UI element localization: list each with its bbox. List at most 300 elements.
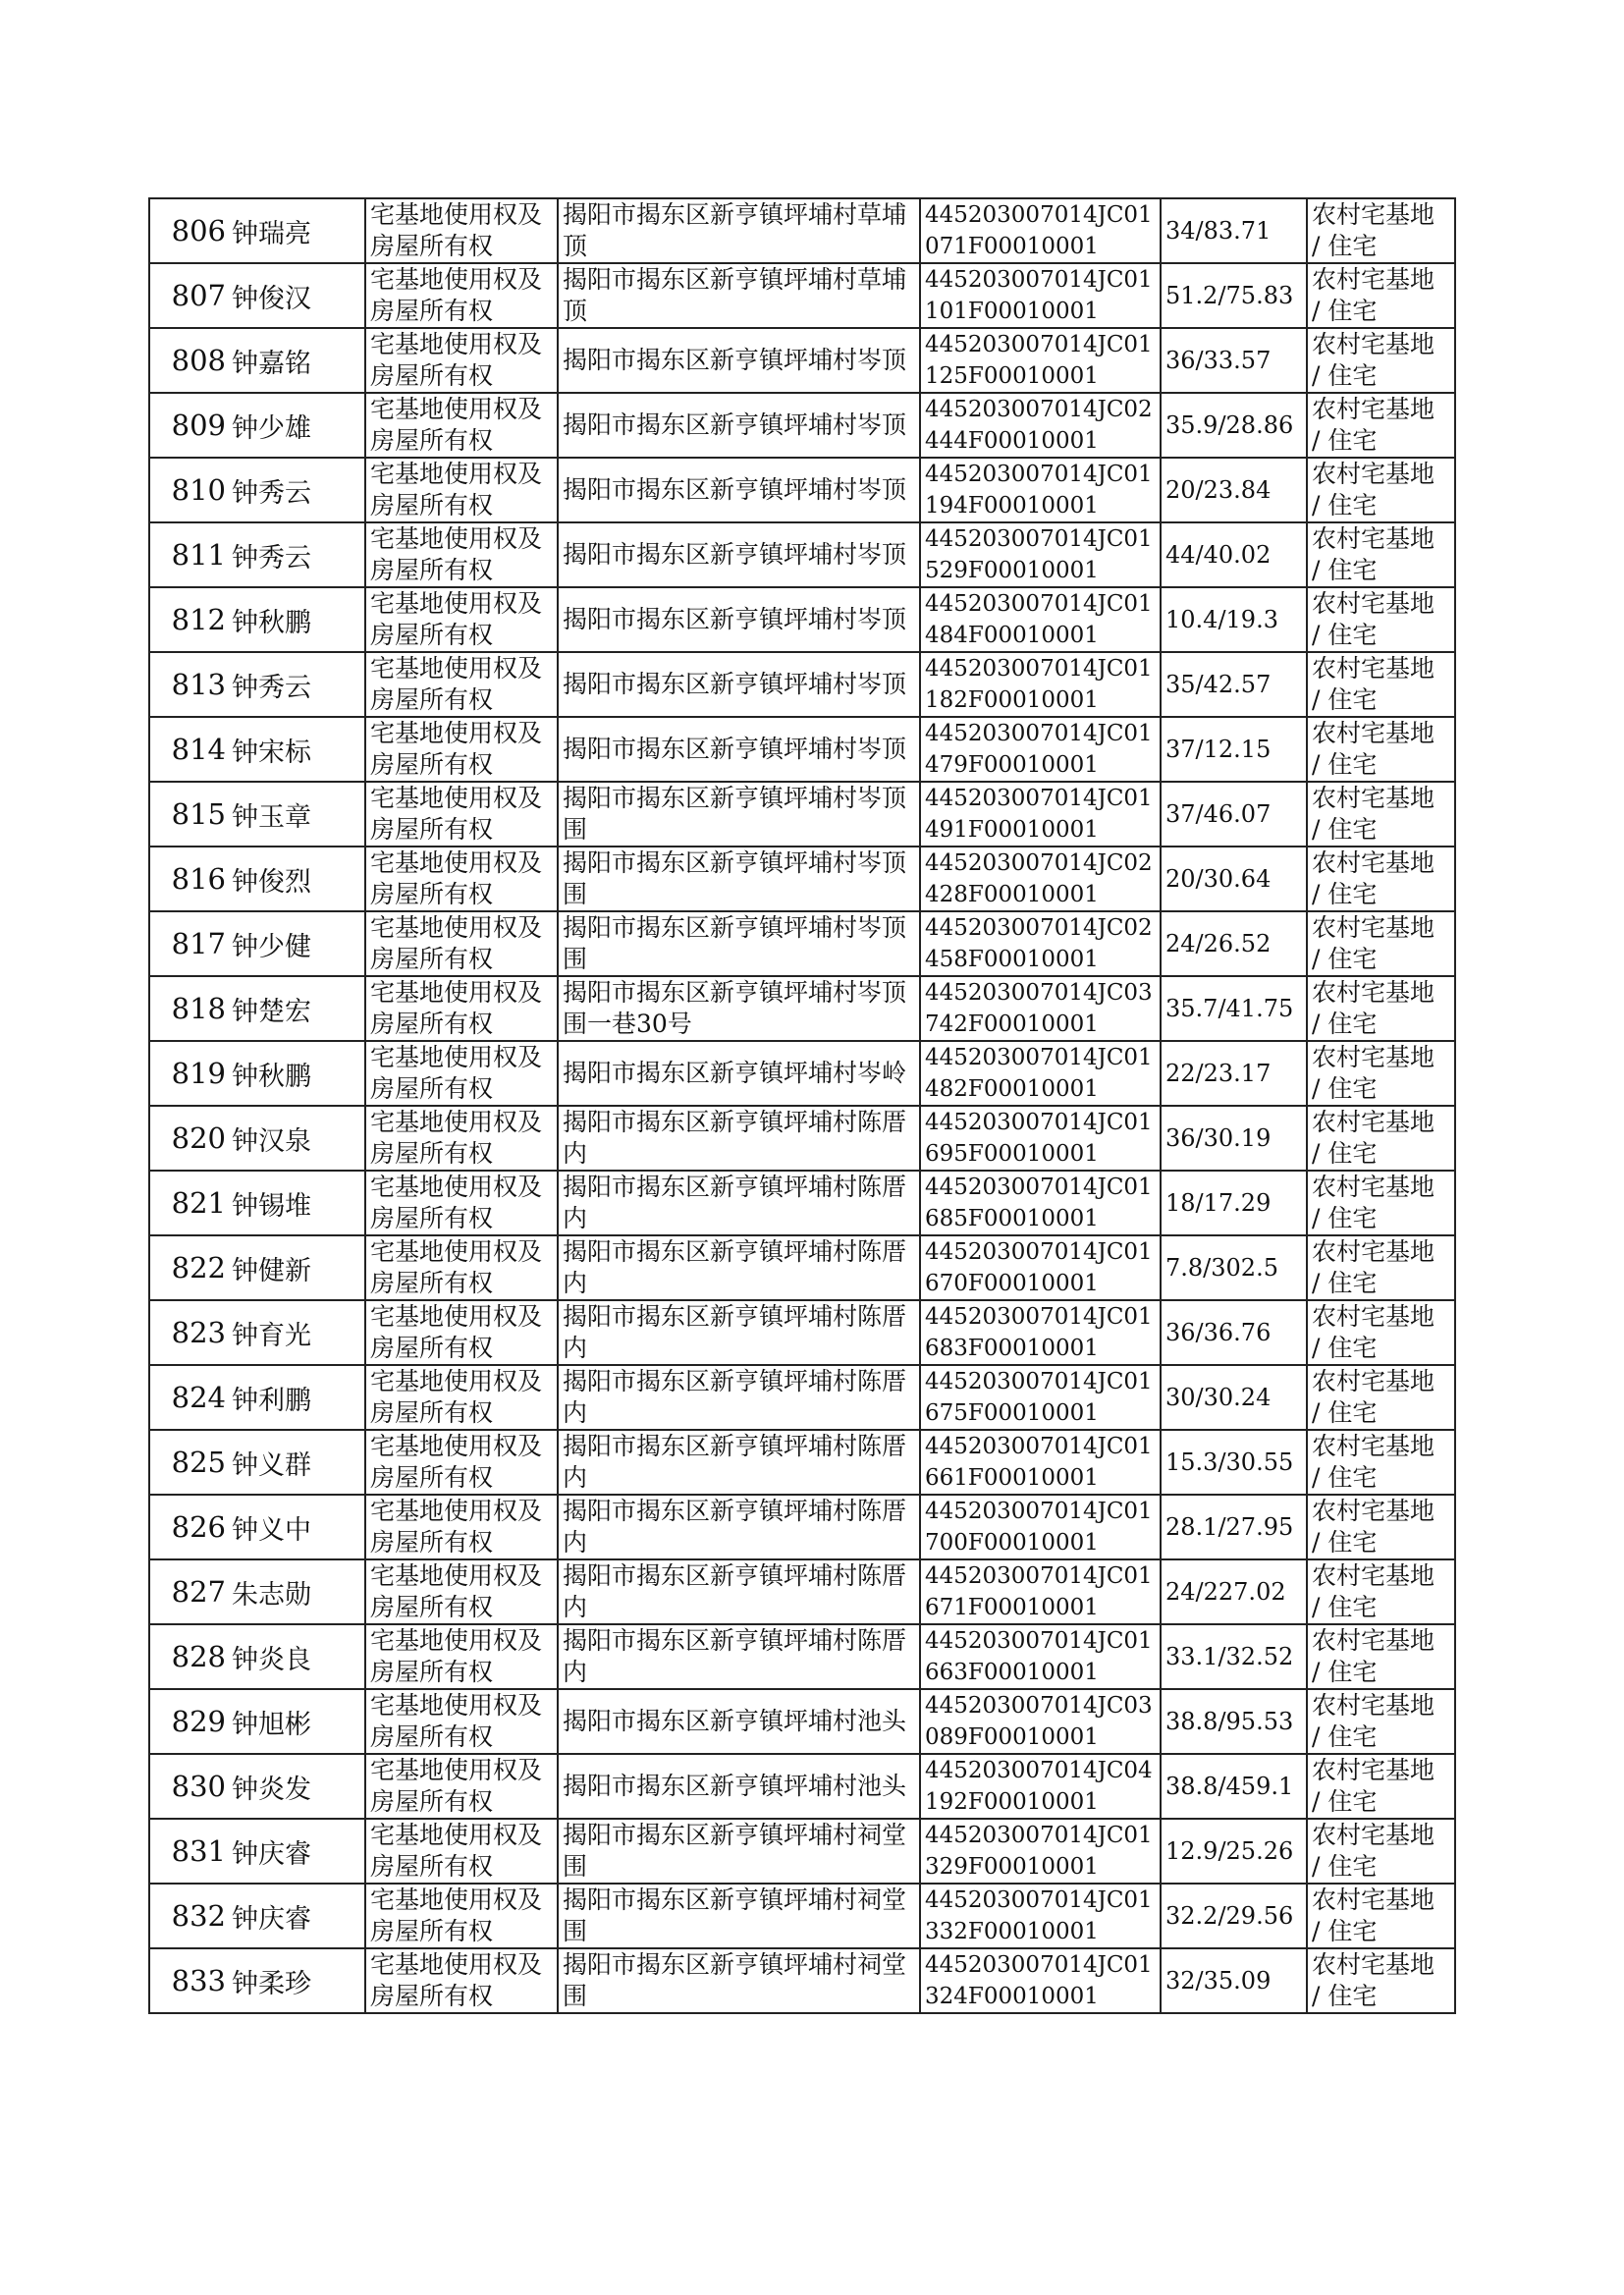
- land-use: 农村宅基地 / 住宅: [1312, 1950, 1435, 2010]
- land-use: 农村宅基地 / 住宅: [1312, 719, 1435, 779]
- area-cell: [1161, 1819, 1307, 1884]
- area: 7.8/302.5: [1165, 1254, 1278, 1282]
- land-use-cell: [1307, 1884, 1455, 1948]
- right-type: 宅基地使用权及房屋所有权: [370, 1821, 543, 1881]
- unit-number: 445203007014JC01484F00010001: [925, 591, 1153, 648]
- location: 揭阳市揭东区新亨镇坪埔村陈厝内: [563, 1302, 907, 1362]
- table-row: [149, 717, 1455, 782]
- row-number: 827: [149, 1559, 228, 1624]
- table-row: [149, 328, 1455, 393]
- land-use-cell: [1307, 1559, 1455, 1624]
- row-number: 820: [149, 1106, 228, 1171]
- right-type-cell: [365, 1171, 558, 1235]
- unit-number: 445203007014JC01700F00010001: [925, 1499, 1153, 1556]
- area-cell: [1161, 1559, 1307, 1624]
- unit-number-cell: [920, 1884, 1161, 1948]
- land-use: 农村宅基地 / 住宅: [1312, 1173, 1435, 1232]
- owner-name: 钟旭彬: [228, 1689, 365, 1754]
- land-use: 农村宅基地 / 住宅: [1312, 1821, 1435, 1881]
- land-use-cell: [1307, 587, 1455, 652]
- table-row: [149, 1171, 1455, 1235]
- land-use: 农村宅基地 / 住宅: [1312, 460, 1435, 519]
- land-use: 农村宅基地 / 住宅: [1312, 524, 1435, 584]
- right-type-cell: [365, 1884, 558, 1948]
- location: 揭阳市揭东区新亨镇坪埔村岑顶围一巷30号: [563, 978, 907, 1038]
- location-cell: [558, 393, 920, 458]
- right-type: 宅基地使用权及房屋所有权: [370, 1237, 543, 1297]
- area: 32.2/29.56: [1165, 1902, 1294, 1930]
- land-use-cell: [1307, 1430, 1455, 1495]
- unit-number: 445203007014JC01529F00010001: [925, 526, 1153, 583]
- area-cell: [1161, 1365, 1307, 1430]
- owner-name: 钟玉章: [228, 782, 365, 847]
- right-type: 宅基地使用权及房屋所有权: [370, 1691, 543, 1751]
- right-type-cell: [365, 1559, 558, 1624]
- owner-name: 钟楚宏: [228, 976, 365, 1041]
- right-type-cell: [365, 263, 558, 328]
- table-row: [149, 522, 1455, 587]
- land-use-cell: [1307, 1624, 1455, 1689]
- right-type-cell: [365, 393, 558, 458]
- land-use-cell: [1307, 1106, 1455, 1171]
- unit-number: 445203007014JC01685F00010001: [925, 1175, 1153, 1231]
- unit-number-cell: [920, 1300, 1161, 1365]
- unit-number-cell: [920, 1171, 1161, 1235]
- area-cell: [1161, 198, 1307, 263]
- right-type-cell: [365, 1106, 558, 1171]
- land-use-cell: [1307, 1495, 1455, 1559]
- right-type-cell: [365, 652, 558, 717]
- location: 揭阳市揭东区新亨镇坪埔村草埔顶: [563, 265, 907, 325]
- table-row: [149, 1624, 1455, 1689]
- location: 揭阳市揭东区新亨镇坪埔村草埔顶: [563, 200, 907, 260]
- row-number: 806: [149, 198, 228, 263]
- area-cell: [1161, 782, 1307, 847]
- land-use: 农村宅基地 / 住宅: [1312, 395, 1435, 455]
- area: 18/17.29: [1165, 1189, 1272, 1217]
- unit-number-cell: [920, 328, 1161, 393]
- area-cell: [1161, 393, 1307, 458]
- table-row: [149, 1819, 1455, 1884]
- owner-name: 钟健新: [228, 1235, 365, 1300]
- land-use-cell: [1307, 1365, 1455, 1430]
- area: 30/30.24: [1165, 1384, 1272, 1411]
- right-type-cell: [365, 198, 558, 263]
- area-cell: [1161, 328, 1307, 393]
- land-use-cell: [1307, 328, 1455, 393]
- right-type-cell: [365, 1819, 558, 1884]
- unit-number-cell: [920, 1689, 1161, 1754]
- right-type: 宅基地使用权及房屋所有权: [370, 784, 543, 844]
- area: 24/26.52: [1165, 930, 1272, 957]
- row-number: 825: [149, 1430, 228, 1495]
- right-type-cell: [365, 911, 558, 976]
- table-row: [149, 1430, 1455, 1495]
- owner-name: 钟秀云: [228, 522, 365, 587]
- location: 揭阳市揭东区新亨镇坪埔村岑顶: [563, 346, 907, 374]
- row-number: 824: [149, 1365, 228, 1430]
- row-number: 833: [149, 1948, 228, 2013]
- unit-number-cell: [920, 976, 1161, 1041]
- right-type: 宅基地使用权及房屋所有权: [370, 1626, 543, 1686]
- area: 28.1/27.95: [1165, 1513, 1294, 1541]
- right-type: 宅基地使用权及房屋所有权: [370, 330, 543, 390]
- unit-number-cell: [920, 1819, 1161, 1884]
- unit-number: 445203007014JC02458F00010001: [925, 915, 1153, 972]
- row-number: 813: [149, 652, 228, 717]
- unit-number-cell: [920, 782, 1161, 847]
- land-use-cell: [1307, 717, 1455, 782]
- row-number: 826: [149, 1495, 228, 1559]
- row-number: 823: [149, 1300, 228, 1365]
- row-number: 829: [149, 1689, 228, 1754]
- right-type-cell: [365, 458, 558, 522]
- owner-name: 钟义中: [228, 1495, 365, 1559]
- area-cell: [1161, 911, 1307, 976]
- area: 12.9/25.26: [1165, 1837, 1294, 1865]
- location: 揭阳市揭东区新亨镇坪埔村岑顶: [563, 605, 907, 633]
- right-type-cell: [365, 1041, 558, 1106]
- area-cell: [1161, 1430, 1307, 1495]
- land-use-cell: [1307, 263, 1455, 328]
- right-type-cell: [365, 328, 558, 393]
- location-cell: [558, 1689, 920, 1754]
- right-type-cell: [365, 522, 558, 587]
- land-use: 农村宅基地 / 住宅: [1312, 848, 1435, 908]
- area-cell: [1161, 1754, 1307, 1819]
- row-number: 808: [149, 328, 228, 393]
- land-use-cell: [1307, 911, 1455, 976]
- table-row: [149, 1365, 1455, 1430]
- right-type: 宅基地使用权及房屋所有权: [370, 524, 543, 584]
- table-row: [149, 1300, 1455, 1365]
- table-row: [149, 976, 1455, 1041]
- row-number: 818: [149, 976, 228, 1041]
- table-row: [149, 911, 1455, 976]
- owner-name: 钟柔珍: [228, 1948, 365, 2013]
- land-use: 农村宅基地 / 住宅: [1312, 978, 1435, 1038]
- area: 34/83.71: [1165, 217, 1272, 245]
- location: 揭阳市揭东区新亨镇坪埔村陈厝内: [563, 1108, 907, 1168]
- unit-number: 445203007014JC01661F00010001: [925, 1434, 1153, 1491]
- row-number: 812: [149, 587, 228, 652]
- location: 揭阳市揭东区新亨镇坪埔村岑顶围: [563, 784, 907, 844]
- unit-number-cell: [920, 393, 1161, 458]
- area-cell: [1161, 458, 1307, 522]
- land-use: 农村宅基地 / 住宅: [1312, 1108, 1435, 1168]
- location-cell: [558, 717, 920, 782]
- location: 揭阳市揭东区新亨镇坪埔村陈厝内: [563, 1626, 907, 1686]
- table-row: [149, 1106, 1455, 1171]
- land-use: 农村宅基地 / 住宅: [1312, 330, 1435, 390]
- table-row: [149, 263, 1455, 328]
- land-use-cell: [1307, 393, 1455, 458]
- table-row: [149, 1689, 1455, 1754]
- table-row: [149, 198, 1455, 263]
- area: 38.8/95.53: [1165, 1708, 1294, 1735]
- right-type: 宅基地使用权及房屋所有权: [370, 1885, 543, 1945]
- table-row: [149, 1559, 1455, 1624]
- unit-number-cell: [920, 587, 1161, 652]
- unit-number: 445203007014JC01482F00010001: [925, 1045, 1153, 1102]
- unit-number: 445203007014JC01329F00010001: [925, 1823, 1153, 1880]
- land-use-cell: [1307, 1754, 1455, 1819]
- land-use: 农村宅基地 / 住宅: [1312, 200, 1435, 260]
- area: 36/30.19: [1165, 1124, 1272, 1152]
- right-type-cell: [365, 1624, 558, 1689]
- land-use: 农村宅基地 / 住宅: [1312, 1367, 1435, 1427]
- owner-name: 钟秀云: [228, 458, 365, 522]
- area-cell: [1161, 1689, 1307, 1754]
- unit-number-cell: [920, 263, 1161, 328]
- location-cell: [558, 652, 920, 717]
- unit-number: 445203007014JC02444F00010001: [925, 397, 1153, 454]
- land-use: 农村宅基地 / 住宅: [1312, 1626, 1435, 1686]
- unit-number-cell: [920, 717, 1161, 782]
- unit-number-cell: [920, 458, 1161, 522]
- table-row: [149, 1041, 1455, 1106]
- table-row: [149, 587, 1455, 652]
- right-type-cell: [365, 847, 558, 911]
- area: 36/36.76: [1165, 1319, 1272, 1346]
- area-cell: [1161, 1106, 1307, 1171]
- right-type-cell: [365, 1948, 558, 2013]
- area: 36/33.57: [1165, 347, 1272, 374]
- area-cell: [1161, 1171, 1307, 1235]
- right-type: 宅基地使用权及房屋所有权: [370, 1043, 543, 1103]
- location-cell: [558, 1819, 920, 1884]
- area: 38.8/459.1: [1165, 1773, 1294, 1800]
- area: 32/35.09: [1165, 1967, 1272, 1994]
- area: 44/40.02: [1165, 541, 1272, 569]
- area-cell: [1161, 847, 1307, 911]
- area-cell: [1161, 717, 1307, 782]
- land-use: 农村宅基地 / 住宅: [1312, 265, 1435, 325]
- right-type: 宅基地使用权及房屋所有权: [370, 1950, 543, 2010]
- table-row: [149, 1754, 1455, 1819]
- registry-table: [148, 197, 1456, 2014]
- table-row: [149, 652, 1455, 717]
- table-row: [149, 1884, 1455, 1948]
- row-number: 819: [149, 1041, 228, 1106]
- location: 揭阳市揭东区新亨镇坪埔村祠堂围: [563, 1821, 907, 1881]
- land-use: 农村宅基地 / 住宅: [1312, 1691, 1435, 1751]
- location-cell: [558, 1624, 920, 1689]
- area-cell: [1161, 1235, 1307, 1300]
- right-type-cell: [365, 1689, 558, 1754]
- area: 35/42.57: [1165, 671, 1272, 698]
- unit-number: 445203007014JC01101F00010001: [925, 267, 1153, 324]
- location: 揭阳市揭东区新亨镇坪埔村陈厝内: [563, 1497, 907, 1557]
- unit-number: 445203007014JC03089F00010001: [925, 1693, 1153, 1750]
- owner-name: 钟炎发: [228, 1754, 365, 1819]
- land-use-cell: [1307, 976, 1455, 1041]
- right-type: 宅基地使用权及房屋所有权: [370, 589, 543, 649]
- area-cell: [1161, 1948, 1307, 2013]
- right-type: 宅基地使用权及房屋所有权: [370, 654, 543, 714]
- location-cell: [558, 1235, 920, 1300]
- location: 揭阳市揭东区新亨镇坪埔村岑顶围: [563, 848, 907, 908]
- location: 揭阳市揭东区新亨镇坪埔村陈厝内: [563, 1561, 907, 1621]
- unit-number: 445203007014JC01491F00010001: [925, 786, 1153, 843]
- unit-number-cell: [920, 522, 1161, 587]
- right-type-cell: [365, 1300, 558, 1365]
- location-cell: [558, 1754, 920, 1819]
- location: 揭阳市揭东区新亨镇坪埔村岑顶: [563, 670, 907, 698]
- location: 揭阳市揭东区新亨镇坪埔村岑岭: [563, 1059, 907, 1087]
- table-row: [149, 458, 1455, 522]
- location-cell: [558, 1430, 920, 1495]
- unit-number-cell: [920, 1495, 1161, 1559]
- row-number: 822: [149, 1235, 228, 1300]
- owner-name: 钟义群: [228, 1430, 365, 1495]
- owner-name: 钟嘉铭: [228, 328, 365, 393]
- right-type-cell: [365, 1495, 558, 1559]
- unit-number-cell: [920, 1041, 1161, 1106]
- land-use: 农村宅基地 / 住宅: [1312, 1432, 1435, 1492]
- owner-name: 钟庆睿: [228, 1819, 365, 1884]
- land-use: 农村宅基地 / 住宅: [1312, 1885, 1435, 1945]
- location-cell: [558, 976, 920, 1041]
- land-use: 农村宅基地 / 住宅: [1312, 784, 1435, 844]
- location: 揭阳市揭东区新亨镇坪埔村岑顶: [563, 735, 907, 763]
- right-type-cell: [365, 1365, 558, 1430]
- unit-number: 445203007014JC01071F00010001: [925, 202, 1153, 259]
- owner-name: 钟秋鹏: [228, 587, 365, 652]
- area-cell: [1161, 1041, 1307, 1106]
- row-number: 817: [149, 911, 228, 976]
- unit-number-cell: [920, 1754, 1161, 1819]
- unit-number: 445203007014JC01663F00010001: [925, 1628, 1153, 1685]
- location: 揭阳市揭东区新亨镇坪埔村祠堂围: [563, 1950, 907, 2010]
- unit-number-cell: [920, 1624, 1161, 1689]
- area: 22/23.17: [1165, 1060, 1272, 1087]
- location: 揭阳市揭东区新亨镇坪埔村陈厝内: [563, 1432, 907, 1492]
- row-number: 815: [149, 782, 228, 847]
- unit-number: 445203007014JC02428F00010001: [925, 850, 1153, 907]
- right-type: 宅基地使用权及房屋所有权: [370, 913, 543, 973]
- unit-number: 445203007014JC01182F00010001: [925, 656, 1153, 713]
- land-use: 农村宅基地 / 住宅: [1312, 654, 1435, 714]
- land-use-cell: [1307, 198, 1455, 263]
- location: 揭阳市揭东区新亨镇坪埔村池头: [563, 1772, 907, 1800]
- owner-name: 钟少雄: [228, 393, 365, 458]
- owner-name: 钟炎良: [228, 1624, 365, 1689]
- row-number: 831: [149, 1819, 228, 1884]
- area-cell: [1161, 1884, 1307, 1948]
- location-cell: [558, 458, 920, 522]
- location-cell: [558, 1041, 920, 1106]
- location-cell: [558, 782, 920, 847]
- right-type: 宅基地使用权及房屋所有权: [370, 978, 543, 1038]
- unit-number-cell: [920, 652, 1161, 717]
- row-number: 816: [149, 847, 228, 911]
- unit-number: 445203007014JC01670F00010001: [925, 1239, 1153, 1296]
- owner-name: 钟宋标: [228, 717, 365, 782]
- owner-name: 朱志勋: [228, 1559, 365, 1624]
- location: 揭阳市揭东区新亨镇坪埔村陈厝内: [563, 1173, 907, 1232]
- area: 35.9/28.86: [1165, 411, 1294, 439]
- right-type: 宅基地使用权及房屋所有权: [370, 719, 543, 779]
- row-number: 832: [149, 1884, 228, 1948]
- unit-number-cell: [920, 1235, 1161, 1300]
- location-cell: [558, 1365, 920, 1430]
- unit-number-cell: [920, 1559, 1161, 1624]
- right-type-cell: [365, 1754, 558, 1819]
- row-number: 807: [149, 263, 228, 328]
- table-row: [149, 1948, 1455, 2013]
- area: 20/23.84: [1165, 476, 1272, 504]
- area: 37/12.15: [1165, 736, 1272, 763]
- owner-name: 钟庆睿: [228, 1884, 365, 1948]
- area: 35.7/41.75: [1165, 995, 1294, 1022]
- land-use: 农村宅基地 / 住宅: [1312, 913, 1435, 973]
- right-type: 宅基地使用权及房屋所有权: [370, 1497, 543, 1557]
- area: 33.1/32.52: [1165, 1643, 1294, 1670]
- location: 揭阳市揭东区新亨镇坪埔村岑顶围: [563, 913, 907, 973]
- unit-number-cell: [920, 1948, 1161, 2013]
- right-type-cell: [365, 587, 558, 652]
- land-use-cell: [1307, 1171, 1455, 1235]
- area: 10.4/19.3: [1165, 606, 1278, 633]
- area-cell: [1161, 1495, 1307, 1559]
- unit-number: 445203007014JC01324F00010001: [925, 1952, 1153, 2009]
- location-cell: [558, 1884, 920, 1948]
- right-type-cell: [365, 1235, 558, 1300]
- owner-name: 钟汉泉: [228, 1106, 365, 1171]
- location: 揭阳市揭东区新亨镇坪埔村岑顶: [563, 475, 907, 504]
- land-use: 农村宅基地 / 住宅: [1312, 589, 1435, 649]
- land-use: 农村宅基地 / 住宅: [1312, 1756, 1435, 1816]
- owner-name: 钟俊烈: [228, 847, 365, 911]
- location-cell: [558, 522, 920, 587]
- unit-number: 445203007014JC01125F00010001: [925, 332, 1153, 389]
- location-cell: [558, 587, 920, 652]
- land-use-cell: [1307, 1948, 1455, 2013]
- unit-number-cell: [920, 1106, 1161, 1171]
- location-cell: [558, 847, 920, 911]
- right-type: 宅基地使用权及房屋所有权: [370, 1561, 543, 1621]
- right-type: 宅基地使用权及房屋所有权: [370, 1173, 543, 1232]
- owner-name: 钟利鹏: [228, 1365, 365, 1430]
- right-type: 宅基地使用权及房屋所有权: [370, 1432, 543, 1492]
- row-number: 814: [149, 717, 228, 782]
- row-number: 830: [149, 1754, 228, 1819]
- location-cell: [558, 198, 920, 263]
- land-use-cell: [1307, 458, 1455, 522]
- location: 揭阳市揭东区新亨镇坪埔村池头: [563, 1707, 907, 1735]
- unit-number-cell: [920, 911, 1161, 976]
- area-cell: [1161, 976, 1307, 1041]
- row-number: 809: [149, 393, 228, 458]
- land-use-cell: [1307, 1041, 1455, 1106]
- unit-number-cell: [920, 1365, 1161, 1430]
- registry-table-body: [149, 198, 1455, 2013]
- unit-number-cell: [920, 1430, 1161, 1495]
- location-cell: [558, 263, 920, 328]
- location: 揭阳市揭东区新亨镇坪埔村祠堂围: [563, 1885, 907, 1945]
- right-type: 宅基地使用权及房屋所有权: [370, 1756, 543, 1816]
- land-use: 农村宅基地 / 住宅: [1312, 1497, 1435, 1557]
- owner-name: 钟锡堆: [228, 1171, 365, 1235]
- right-type: 宅基地使用权及房屋所有权: [370, 395, 543, 455]
- unit-number-cell: [920, 847, 1161, 911]
- area-cell: [1161, 1624, 1307, 1689]
- area-cell: [1161, 522, 1307, 587]
- unit-number: 445203007014JC01479F00010001: [925, 721, 1153, 778]
- area: 37/46.07: [1165, 800, 1272, 828]
- land-use: 农村宅基地 / 住宅: [1312, 1302, 1435, 1362]
